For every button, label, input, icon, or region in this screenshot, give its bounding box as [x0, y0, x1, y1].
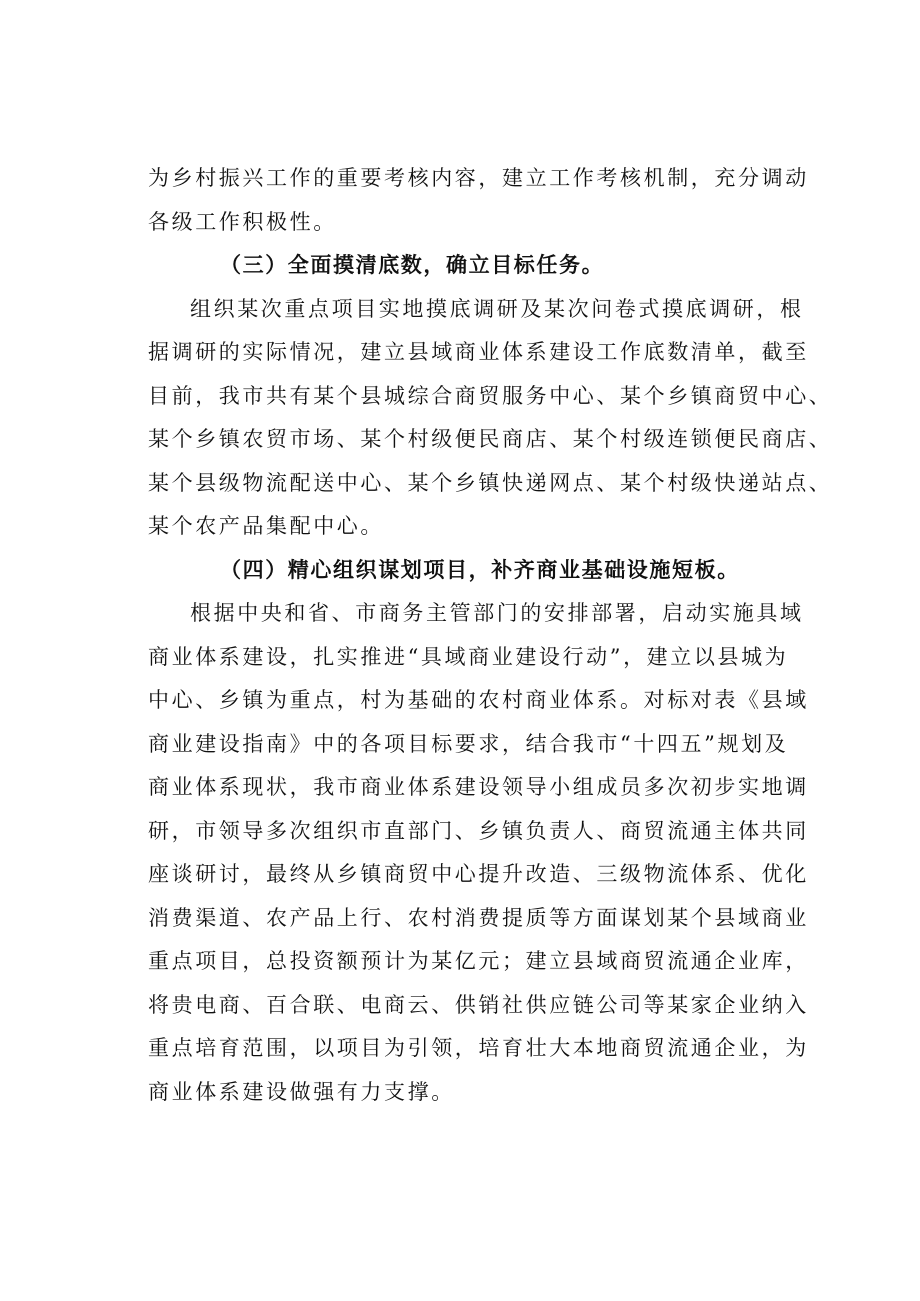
body-text-line: 某个乡镇农贸市场、某个村级便民商店、某个村级连锁便民商店、 [148, 427, 833, 451]
body-text-line: 各级工作积极性。 [148, 209, 337, 234]
body-text-line: 消费渠道、农产品上行、农村消费提质等方面谋划某个县域商业 [148, 905, 809, 930]
body-text-line: 研，市领导多次组织市直部门、乡镇负责人、商贸流通主体共同 [148, 818, 809, 843]
body-text-line: 重点项目，总投资额预计为某亿元；建立县域商贸流通企业库， [148, 949, 809, 973]
body-text-line: 座谈研讨，最终从乡镇商贸中心提升改造、三级物流体系、优化 [148, 862, 809, 886]
document-body [148, 157, 833, 1114]
body-text-line: 为乡村振兴工作的重要考核内容，建立工作考核机制，充分调动 [148, 166, 809, 190]
body-text-line: 某个农产品集配中心。 [148, 514, 384, 538]
body-text-line: 中心、乡镇为重点，村为基础的农村商业体系。对标对表《县域 [148, 688, 809, 712]
section-heading-3: （三）全面摸清底数，确立目标任务。 [220, 253, 605, 277]
body-text-line: 商业体系建设做强有力支撑。 [148, 1079, 455, 1104]
body-text-line: 商业建设指南》中的各项目标要求，结合我市“十四五”规划及 [148, 731, 789, 756]
body-text-line: 商业体系建设，扎实推进“具域商业建设行动”，建立以县城为 [148, 644, 789, 669]
body-text-line: 商业体系现状，我市商业体系建设领导小组成员多次初步实地调 [148, 775, 809, 799]
body-text-line: 某个县级物流配送中心、某个乡镇快递网点、某个村级快递站点、 [148, 470, 833, 495]
body-text-line: 组织某次重点项目实地摸底调研及某次问卷式摸底调研，根 [190, 296, 804, 321]
body-text-line: 将贵电商、百合联、电商云、供销社供应链公司等某家企业纳入 [148, 992, 809, 1017]
body-text-line: 据调研的实际情况，建立县域商业体系建设工作底数清单，截至 [148, 340, 809, 364]
body-text-line: 根据中央和省、市商务主管部门的安排部署，启动实施具域 [190, 601, 804, 625]
body-text-line: 目前，我市共有某个县城综合商贸服务中心、某个乡镇商贸中心、 [148, 383, 833, 408]
section-heading-4: （四）精心组织谋划项目，补齐商业基础设施短板。 [220, 557, 740, 582]
body-text-line: 重点培育范围，以项目为引领，培育壮大本地商贸流通企业，为 [148, 1036, 809, 1060]
